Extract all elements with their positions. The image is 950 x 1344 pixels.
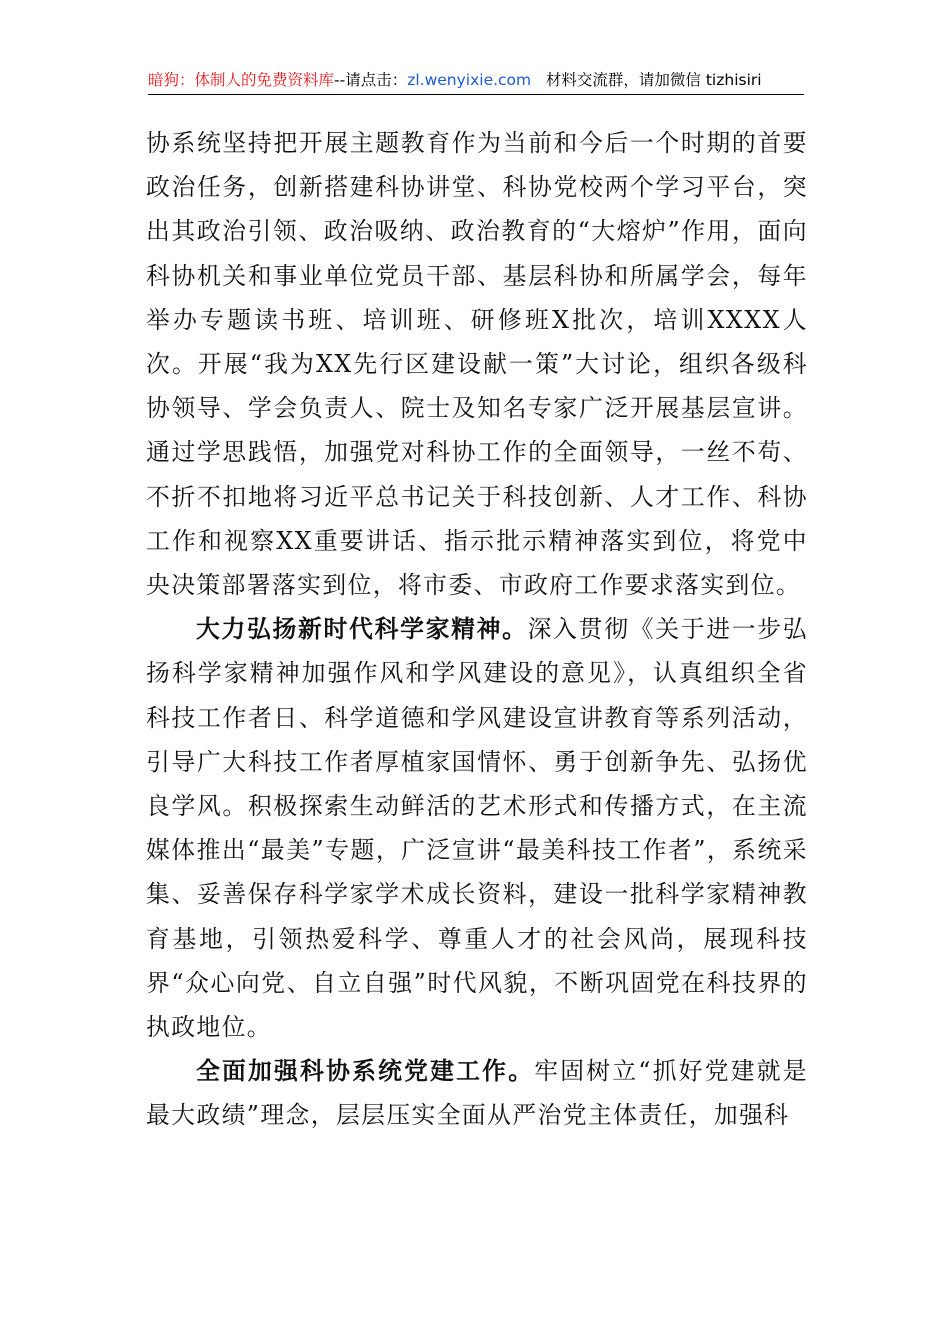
paragraph-party-building [146, 1049, 808, 1137]
header-click-prompt: --请点击： [334, 71, 408, 89]
paragraph-scientist-spirit [146, 607, 808, 1049]
paragraph-text: 协系统坚持把开展主题教育作为当前和今后一个时期的首要政治任务，创新搭建科协讲堂、科协党校两个学习平台，突出其政治引领、政治吸纳、政治教育的“大熔炉”作用，面向科协机关和事业单位党员干部、基层科协和所属学会，每年举办专题读书班、培训班、研修班X批次，培训XXXX人次。开展“我为XX先行区建设献一策”大讨论，组织各级科协领导、学会负责人、院士及知名专家广泛开展基层宣讲。通过学思践悟，加强党对科协工作的全面领导，一丝不苟、不折不扣地将习近平总书记关于科技创新、人才工作、科协工作和视察XX重要讲话、指示批示精神落实到位，将党中央决策部署落实到位，将市委、市政府工作要求落实到位。 [146, 129, 808, 600]
paragraph-heading: 全面加强科协系统党建工作。 [195, 1057, 535, 1086]
header-group-text: 材料交流群，请加微信 tizhisiri [545, 71, 762, 89]
paragraph-text: 深入贯彻《关于进一步弘扬科学家精神加强作风和学风建设的意见》，认真组织全省科技工作者日、科学道德和学风建设宣讲教育等系列活动，引导广大科技工作者厚植家国情怀、勇于创新争先、弘扬优良学风。积极探索生动鲜活的艺术形式和传播方式，在主流媒体推出“最美”专题，广泛宣讲“最美科技工作者”，系统采集、妥善保存科学家学术成长资料，建设一批科学家精神教育基地，引领热爱科学、尊重人才的社会风尚，展现科技界“众心向党、自立自强”时代风貌，不断巩固党在科技界的执政地位。 [146, 615, 808, 1042]
document-body [146, 121, 808, 1138]
paragraph-text: 牢固树立“抓好党建就是最大政绩”理念，层层压实全面从严治党主体责任，加强科 [146, 1057, 808, 1130]
header-url-link[interactable]: zl.wenyixie.com [407, 71, 532, 89]
page-header [148, 66, 804, 95]
paragraph-heading: 大力弘扬新时代科学家精神。 [195, 615, 528, 644]
header-brand: 暗狗：体制人的免费资料库 [148, 71, 335, 89]
paragraph-continuation [146, 121, 808, 607]
